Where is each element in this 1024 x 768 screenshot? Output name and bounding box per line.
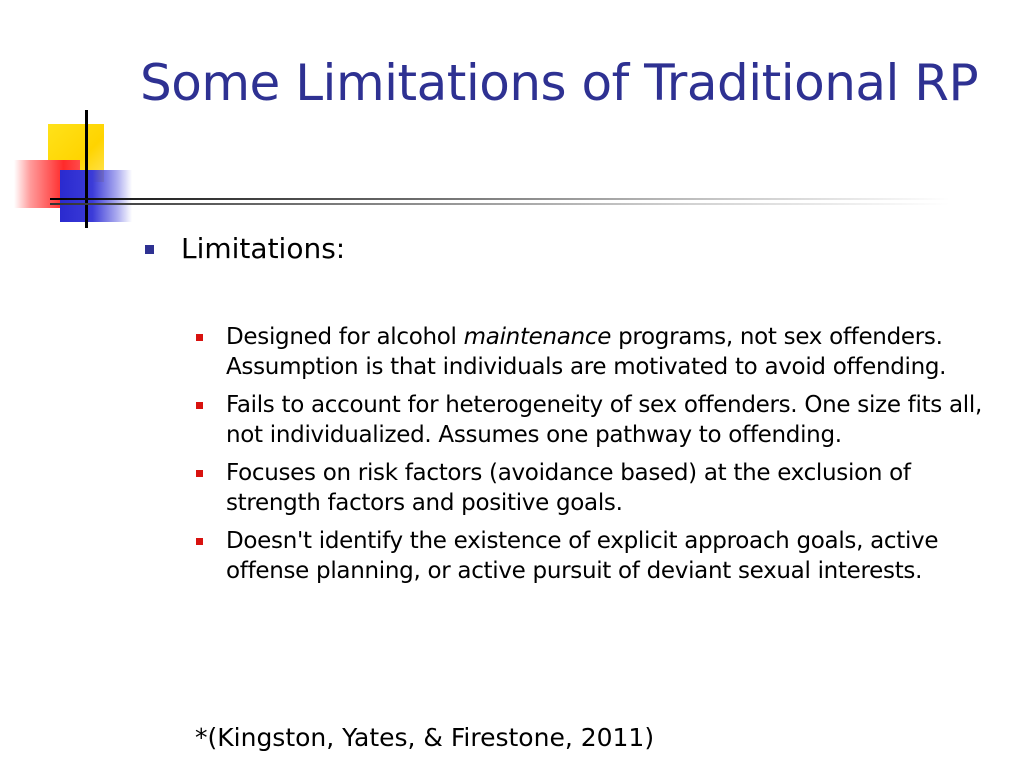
square-bullet-icon [196, 334, 203, 341]
limitations-list [196, 322, 1011, 594]
square-bullet-icon [196, 470, 203, 477]
list-item-text: Focuses on risk factors (avoidance based) at the exclusion of strength factors and positive goals. [226, 460, 911, 516]
decorative-blue-square [60, 170, 132, 222]
decorative-vertical-line [85, 110, 88, 228]
title-underline-shadow [50, 203, 950, 205]
citation: *(Kingston, Yates, & Firestone, 2011) [195, 723, 655, 752]
slide-title: Some Limitations of Traditional RP [140, 54, 979, 112]
title-underline [50, 198, 950, 200]
list-item-text-end: programs, not sex offenders. Assumption is that individuals are motivated to avoid offending. [226, 324, 947, 380]
list-item-text: Fails to account for heterogeneity of sex offenders. One size fits all, not individualized. Assumes one pathway to offending. [226, 392, 982, 448]
main-bullet-label: Limitations: [181, 232, 346, 265]
square-bullet-icon [196, 402, 203, 409]
list-item-emphasis: maintenance [463, 324, 612, 350]
list-item [196, 390, 1011, 450]
main-bullet [145, 232, 345, 266]
list-item [196, 526, 1011, 586]
list-item [196, 322, 1011, 382]
square-bullet-icon [196, 538, 203, 545]
list-item-text-start: Designed for alcohol [226, 324, 464, 350]
list-item-text: Doesn't identify the existence of explicit approach goals, active offense planning, or active pursuit of deviant sexual interests. [226, 528, 939, 584]
square-bullet-icon [145, 245, 154, 254]
list-item [196, 458, 1011, 518]
